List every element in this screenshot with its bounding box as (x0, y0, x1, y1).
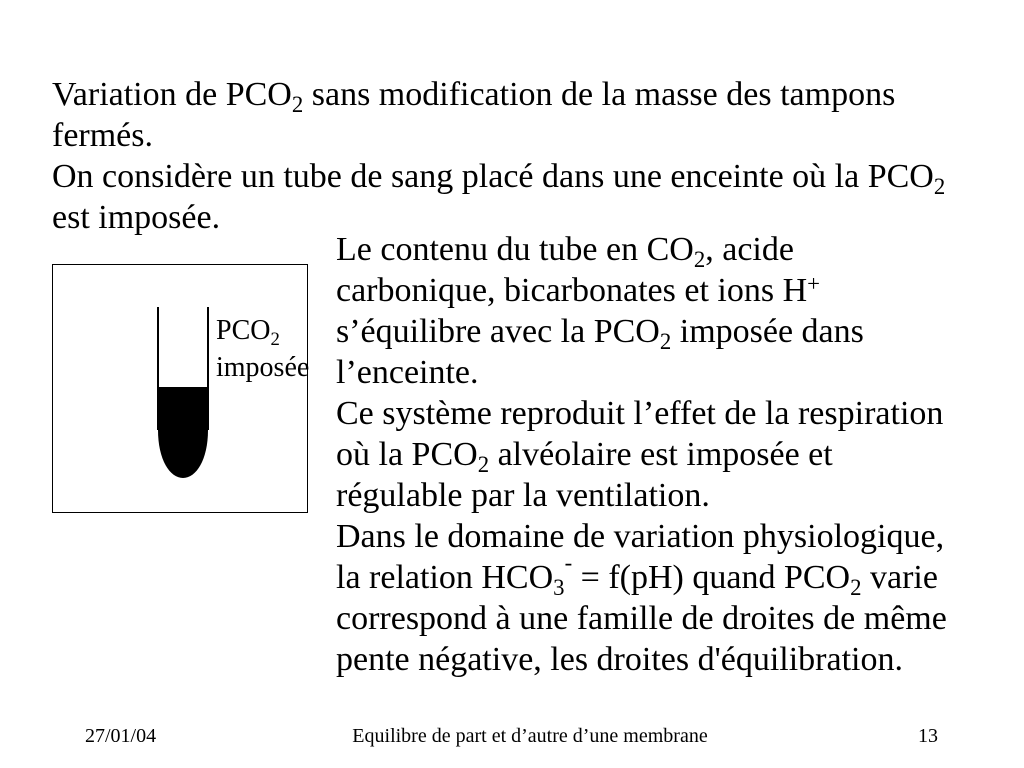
intro-text: Variation de PCO (52, 76, 292, 113)
body-line (336, 475, 947, 516)
superscript: - (564, 549, 573, 575)
test-tube (158, 307, 208, 478)
pco2-label-line (216, 349, 309, 386)
body-line (336, 598, 947, 639)
enclosure-diagram (52, 264, 308, 513)
superscript: + (807, 270, 820, 296)
body-line (336, 229, 947, 270)
subscript: 2 (693, 246, 706, 272)
intro-paragraph (52, 74, 945, 238)
subscript: 2 (477, 451, 490, 477)
subscript: 2 (291, 91, 304, 117)
slide-number: 13 (918, 725, 938, 747)
intro-text: On considère un tube de sang placé dans une enceinte où la PCO (52, 158, 934, 195)
intro-line (52, 74, 945, 115)
body-text: Dans le domaine de variation physiologique, (336, 518, 945, 555)
body-line (336, 434, 947, 475)
body-text: carbonique, bicarbonates et ions H (336, 272, 808, 309)
label-text: PCO (216, 315, 271, 346)
body-text: alvéolaire est imposée et (489, 436, 833, 473)
body-text: pente négative, les droites d'équilibration. (336, 641, 903, 678)
footer-title: Equilibre de part et d’autre d’une membrane (352, 725, 708, 747)
body-text: où la PCO (336, 436, 478, 473)
body-text: correspond à une famille de droites de même (336, 600, 947, 637)
body-text: varie (861, 559, 938, 596)
label-text: imposée (216, 352, 310, 383)
intro-text: sans modification de la masse des tampons (303, 76, 896, 113)
body-text: s’équilibre avec la PCO (336, 313, 660, 350)
subscript: 2 (659, 328, 672, 354)
intro-line (52, 115, 945, 156)
body-line (336, 270, 947, 311)
pco2-label-line (216, 312, 309, 349)
body-text: , acide (705, 231, 794, 268)
subscript: 3 (553, 574, 565, 600)
blood-sample (158, 387, 208, 478)
intro-text: est imposée. (52, 199, 221, 236)
body-text: la relation HCO (336, 559, 554, 596)
body-line (336, 311, 947, 352)
intro-line (52, 156, 945, 197)
body-text: imposée dans (671, 313, 864, 350)
footer-date: 27/01/04 (85, 725, 157, 747)
body-line (336, 393, 947, 434)
body-line (336, 549, 947, 600)
body-line (336, 516, 947, 557)
body-text: Le contenu du tube en CO (336, 231, 694, 268)
body-text: régulable par la ventilation. (336, 477, 710, 514)
body-text: = f(pH) quand PCO (572, 559, 851, 596)
subscript: 2 (270, 328, 280, 350)
body-line (336, 352, 947, 393)
pco2-label (216, 312, 309, 386)
intro-text: fermés. (52, 117, 154, 154)
subscript: 2 (933, 173, 946, 199)
subscript: 2 (850, 574, 862, 600)
body-text: l’enceinte. (336, 354, 479, 391)
body-text: Ce système reproduit l’effet de la respiration (336, 395, 944, 432)
body-line (336, 639, 947, 680)
body-paragraph (336, 229, 947, 680)
